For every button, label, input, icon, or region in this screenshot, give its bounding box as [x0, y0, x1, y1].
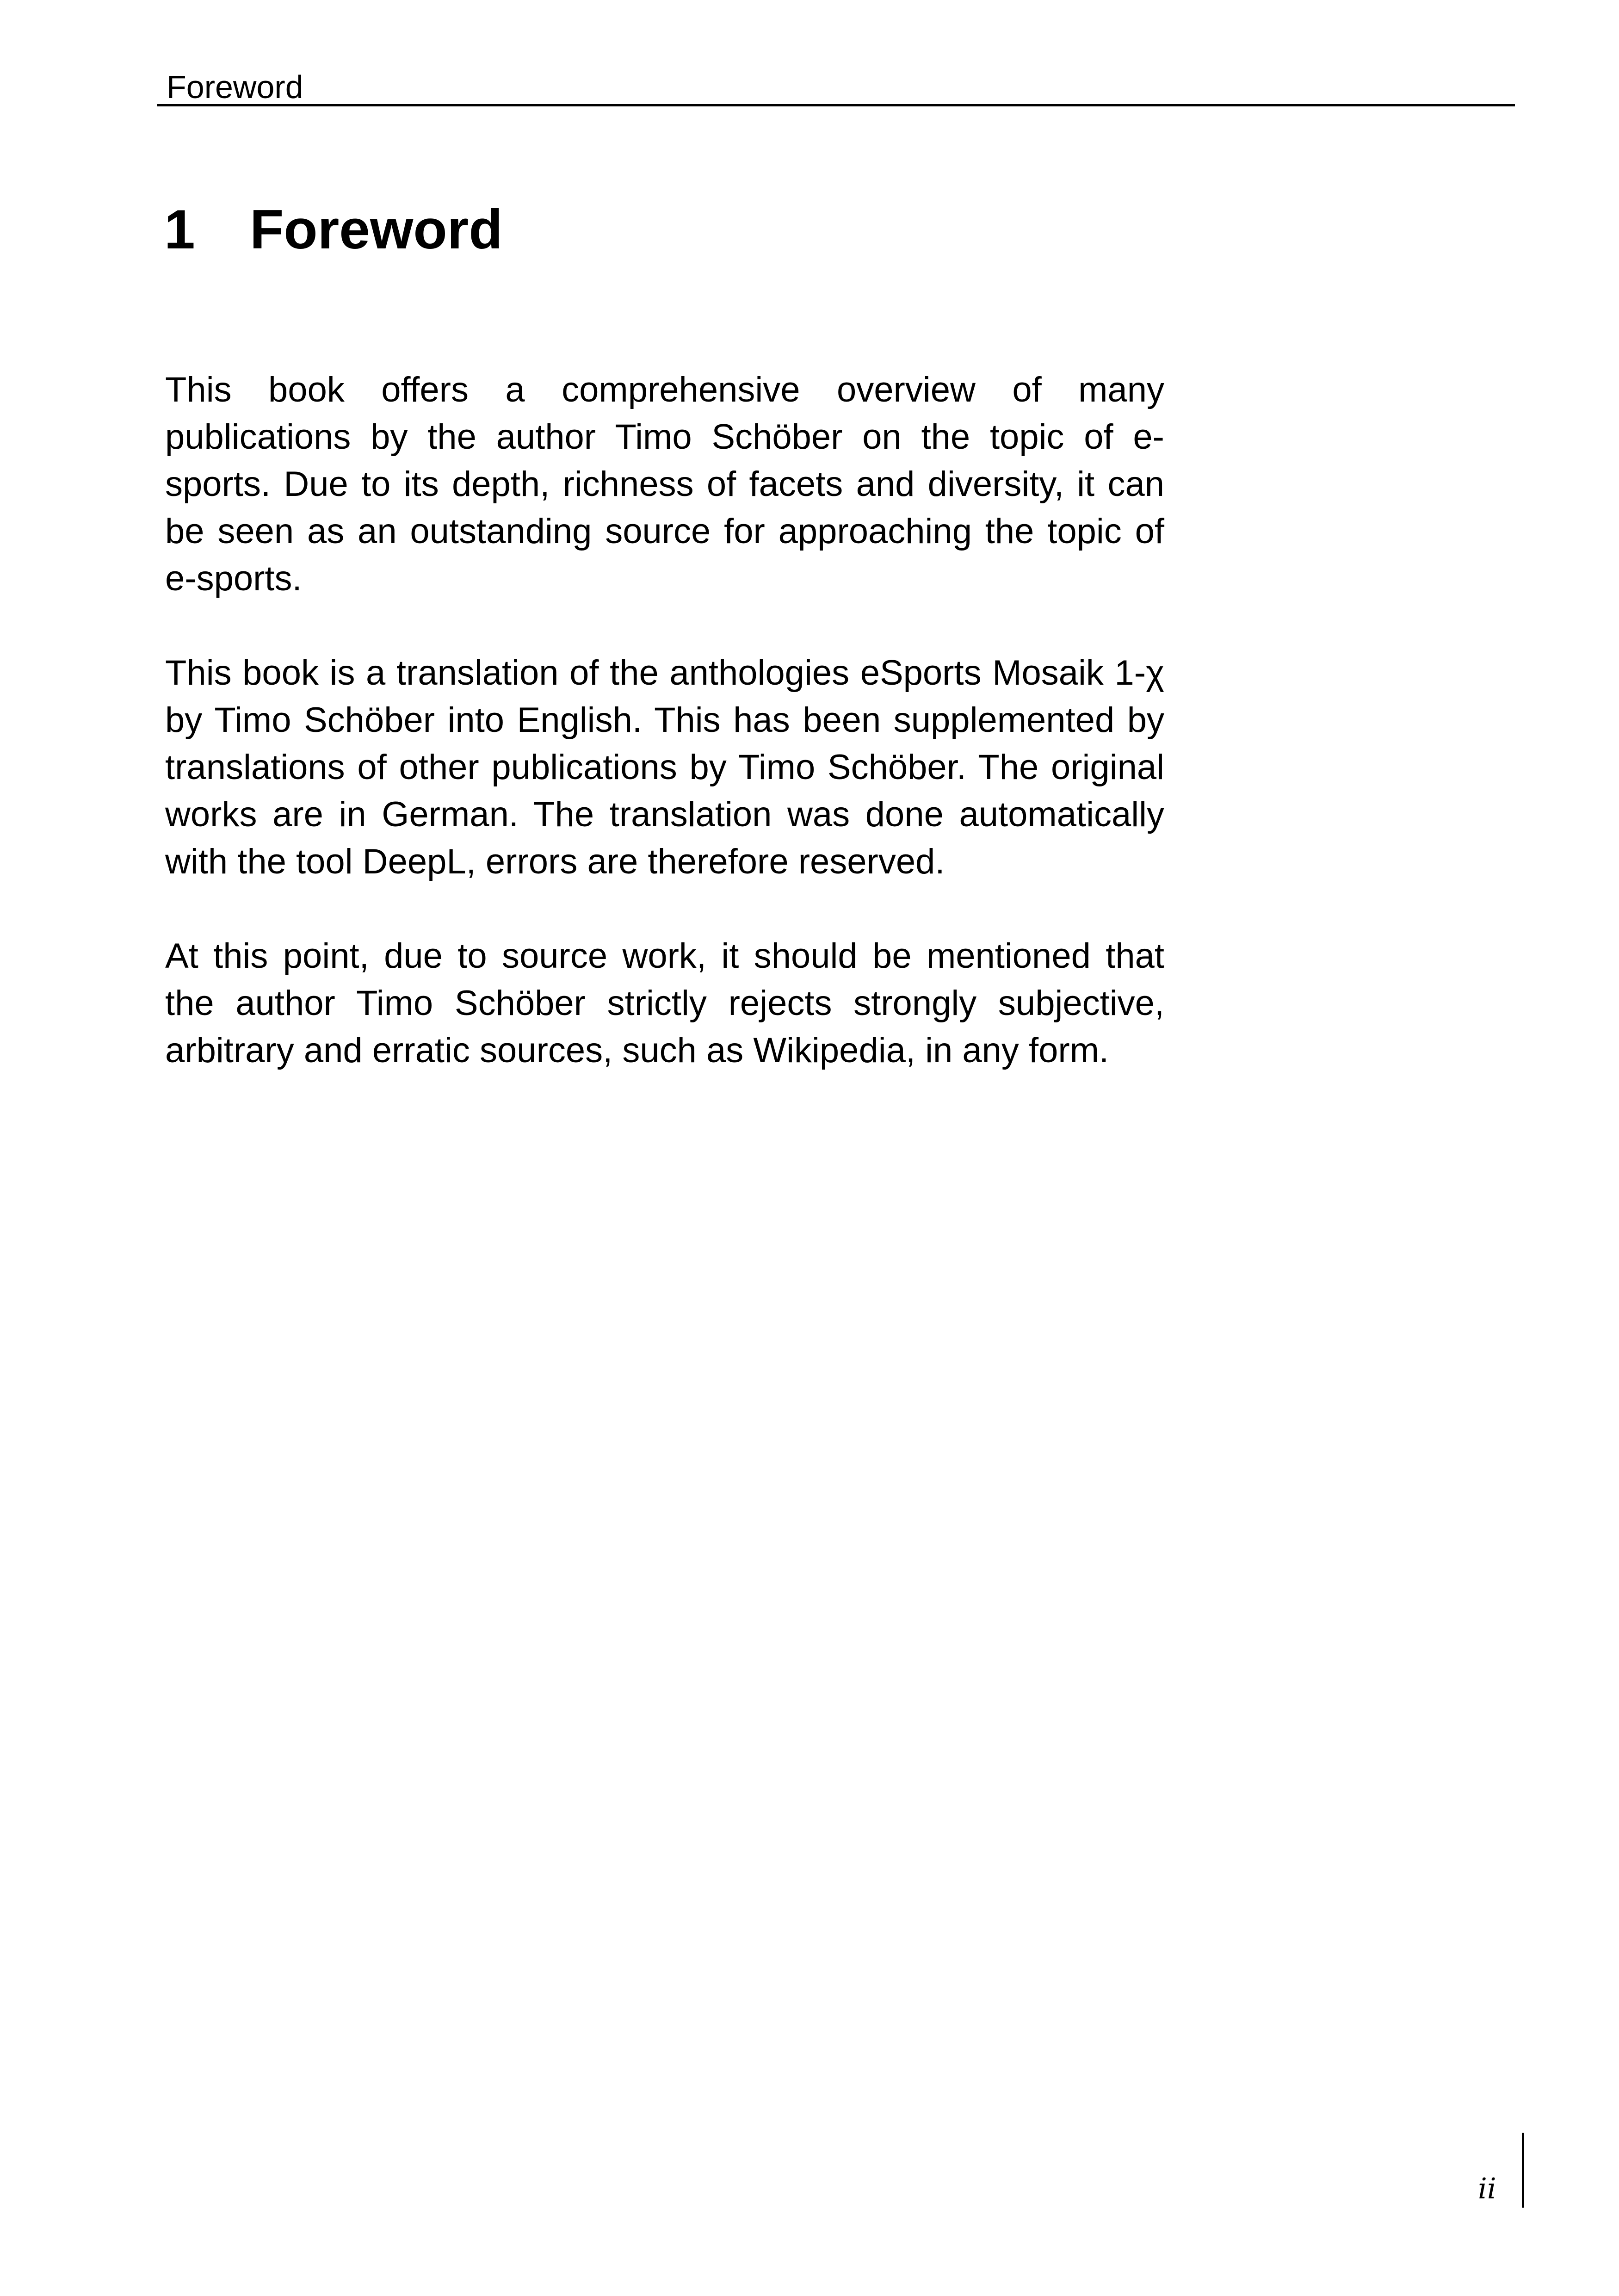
paragraph-translation: This book is a translation of the anthologies eSports Mosaik 1-χ by Timo Schöber into English. This has been supplemented by translations of other publications by Timo Schöber. The original works are in German. The translation was done automatically with the tool DeepL, errors are therefore reserved.: [165, 653, 1164, 881]
paragraph-overview: This book offers a comprehensive overview of many publications by the author Timo Schöber on the topic of e-sports. Due to its depth, richness of facets and diversity, it can be seen as an outstanding source for approaching the topic of e-sports.: [165, 370, 1164, 598]
paragraph-sources: At this point, due to source work, it should be mentioned that the author Timo Schöber strictly rejects strongly subjective, arbitrary and erratic sources, such as Wikipedia, in any form.: [165, 936, 1164, 1070]
page-number: ii: [1478, 2172, 1496, 2205]
chapter-heading: [164, 199, 503, 260]
body-text: [165, 366, 1164, 1121]
running-header: [157, 65, 1515, 106]
running-header-title: Foreword: [167, 69, 303, 105]
page-number-rule: [1522, 2133, 1524, 2208]
chapter-number: 1: [164, 198, 195, 260]
chapter-title: Foreword: [250, 198, 503, 260]
